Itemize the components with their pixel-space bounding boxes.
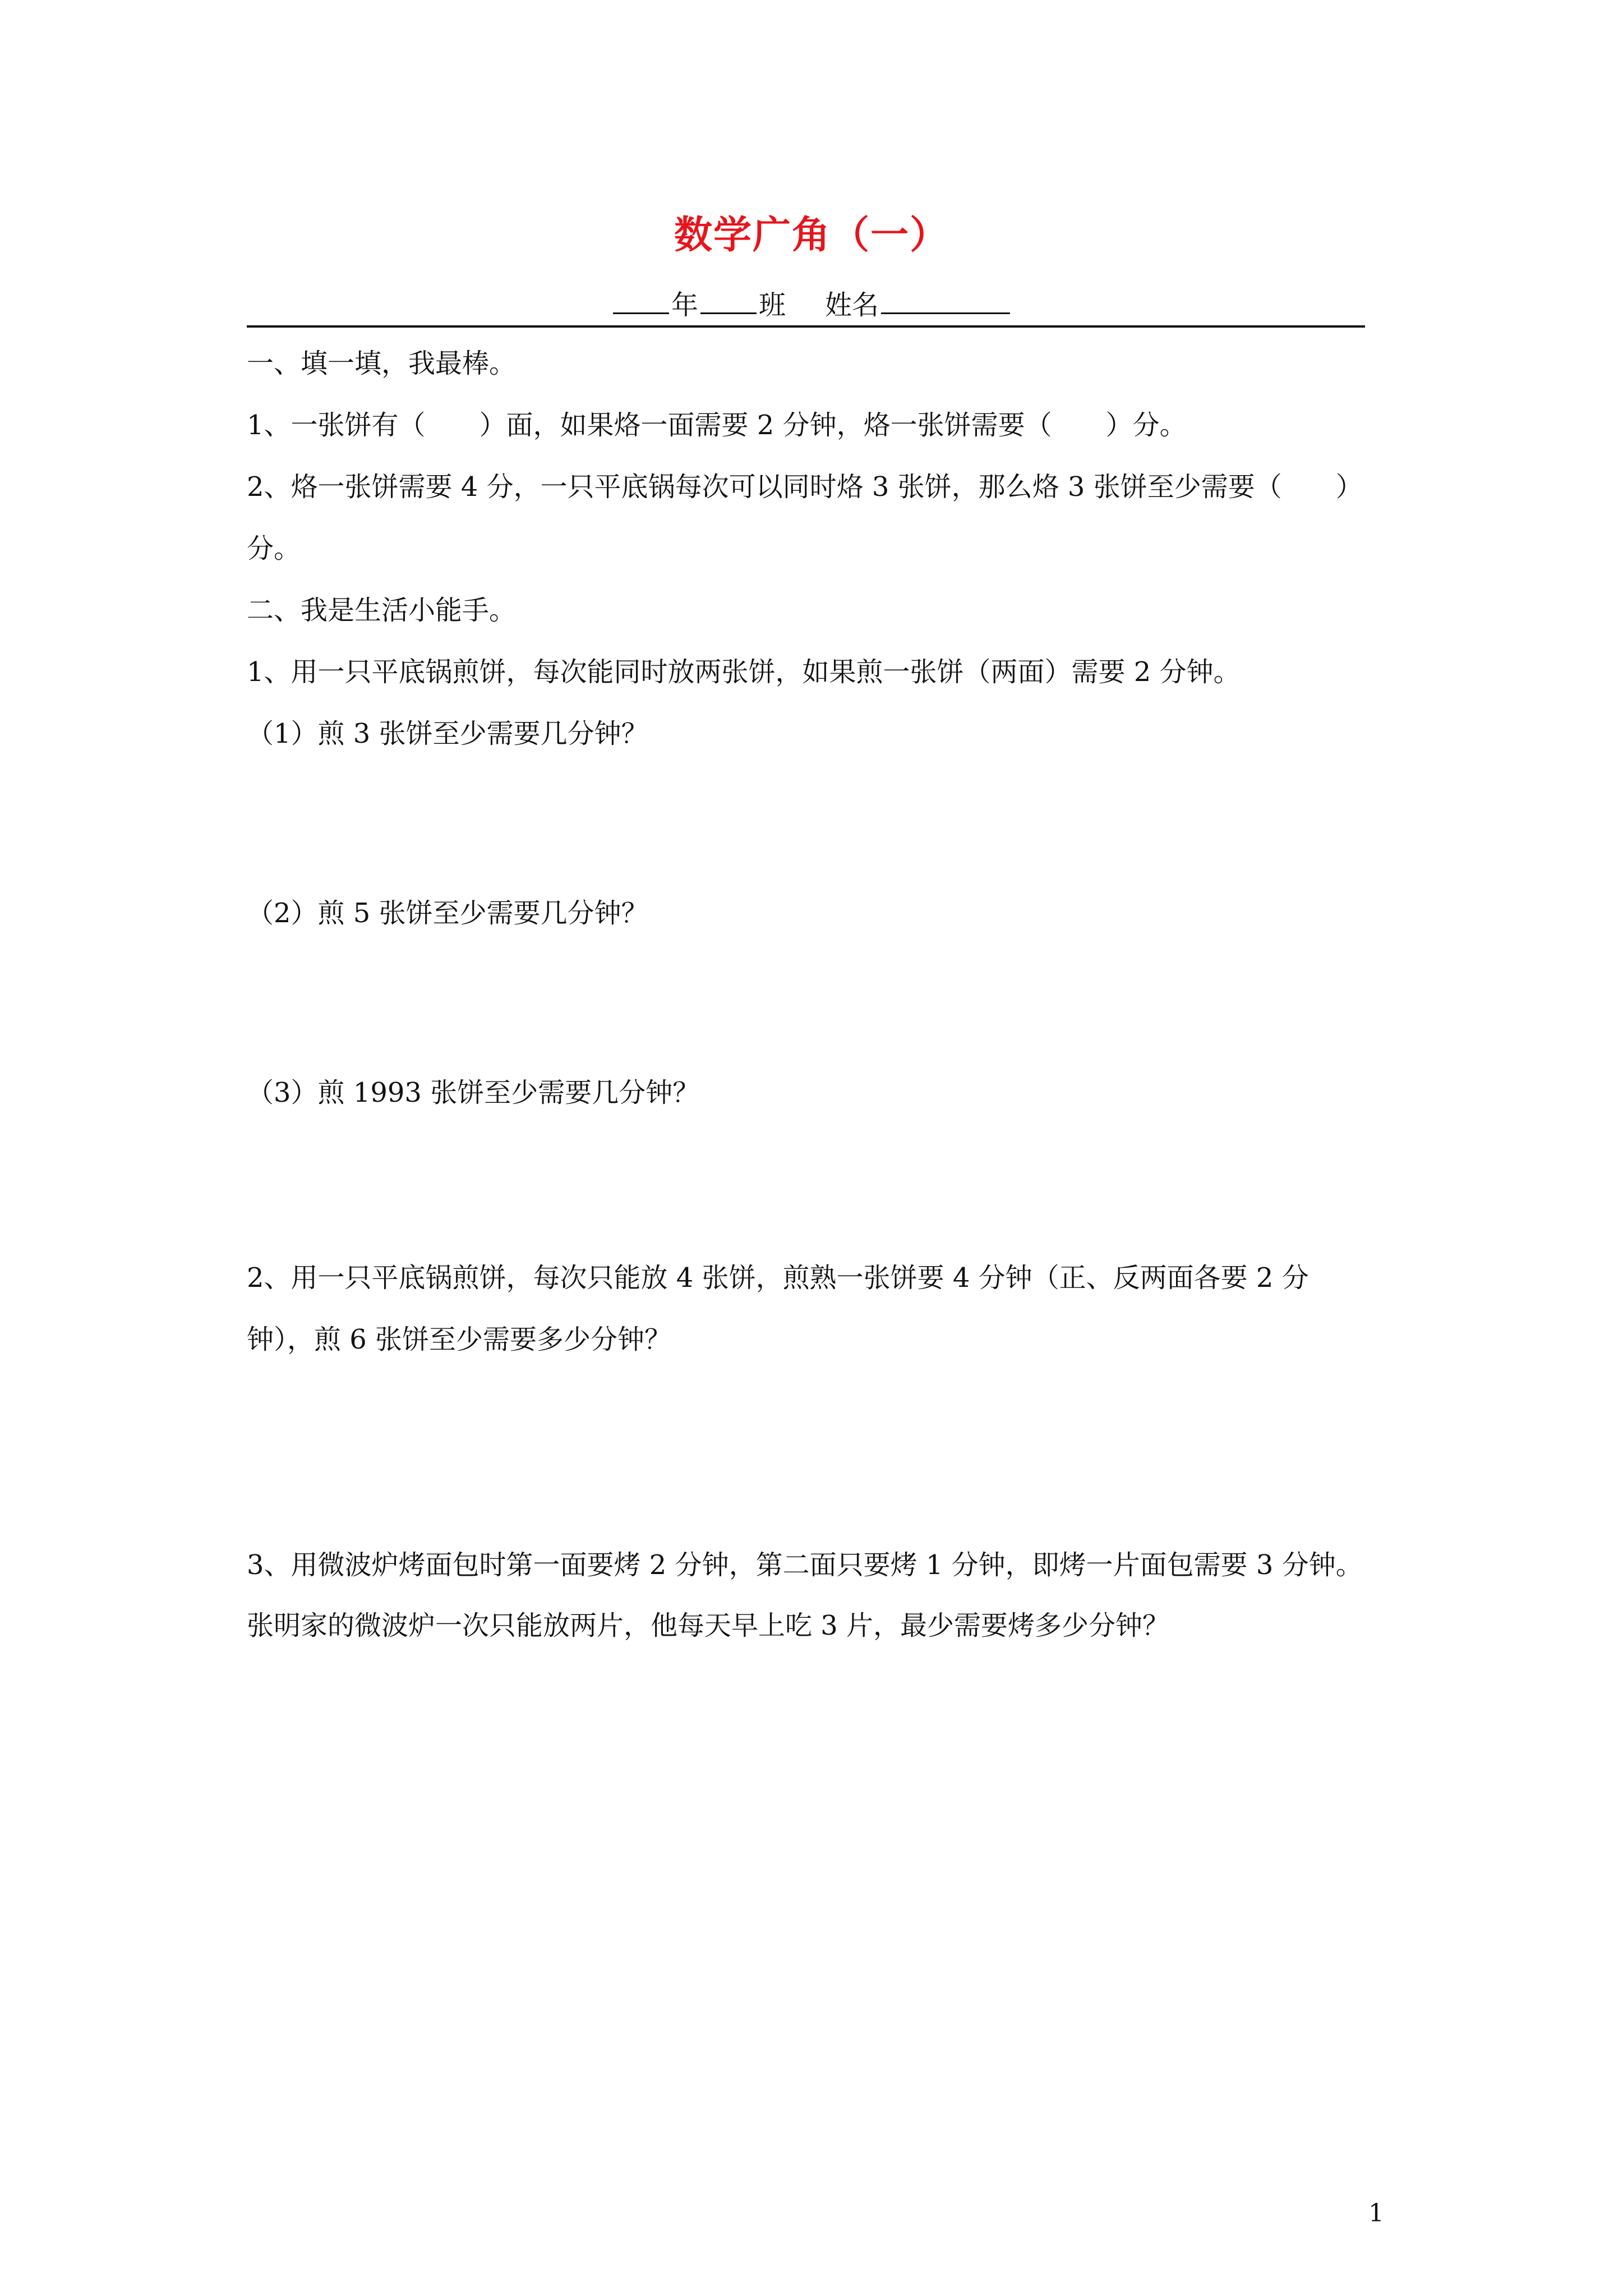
question-1-2-continued: 分。: [247, 533, 301, 564]
grade-blank[interactable]: [613, 283, 669, 314]
question-1-2: 2、烙一张饼需要 4 分，一只平底锅每次可以同时烙 3 张饼，那么烙 3 张饼至少需要（ ）: [247, 471, 1363, 503]
class-blank[interactable]: [700, 283, 757, 314]
question-2-2-continued: 钟），煎 6 张饼至少需要多少分钟？: [247, 1324, 672, 1355]
header-divider: [247, 325, 1365, 328]
question-2-1: 1、用一只平底锅煎饼，每次能同时放两张饼，如果煎一张饼（两面）需要 2 分钟。: [247, 656, 1241, 688]
page-title: 数学广角（一）: [674, 213, 949, 257]
question-2-1-c: （3）煎 1993 张饼至少需要几分钟？: [247, 1077, 700, 1108]
section-2-heading: 二、我是生活小能手。: [247, 595, 517, 626]
class-label: 班: [758, 289, 786, 321]
question-1-1: 1、一张饼有（ ）面，如果烙一面需要 2 分钟，烙一张饼需要（ ）分。: [247, 409, 1187, 441]
page-number: 1: [1368, 2199, 1384, 2228]
section-1-heading: 一、填一填，我最棒。: [247, 348, 517, 379]
question-2-1-b: （2）煎 5 张饼至少需要几分钟？: [247, 898, 648, 929]
question-2-1-a: （1）煎 3 张饼至少需要几分钟？: [247, 718, 648, 749]
question-2-3-continued: 张明家的微波炉一次只能放两片，他每天早上吃 3 片，最少需要烤多少分钟？: [247, 1610, 1170, 1641]
student-info-line: [0, 283, 1623, 322]
year-label: 年: [671, 289, 698, 321]
name-blank[interactable]: [881, 283, 1010, 314]
name-label: 姓名: [825, 289, 879, 321]
question-2-2: 2、用一只平底锅煎饼，每次只能放 4 张饼，煎熟一张饼要 4 分钟（正、反两面各要 2 分: [247, 1262, 1309, 1294]
question-2-3: 3、用微波炉烤面包时第一面要烤 2 分钟，第二面只要烤 1 分钟，即烤一片面包需要 3 分钟。: [247, 1549, 1363, 1581]
